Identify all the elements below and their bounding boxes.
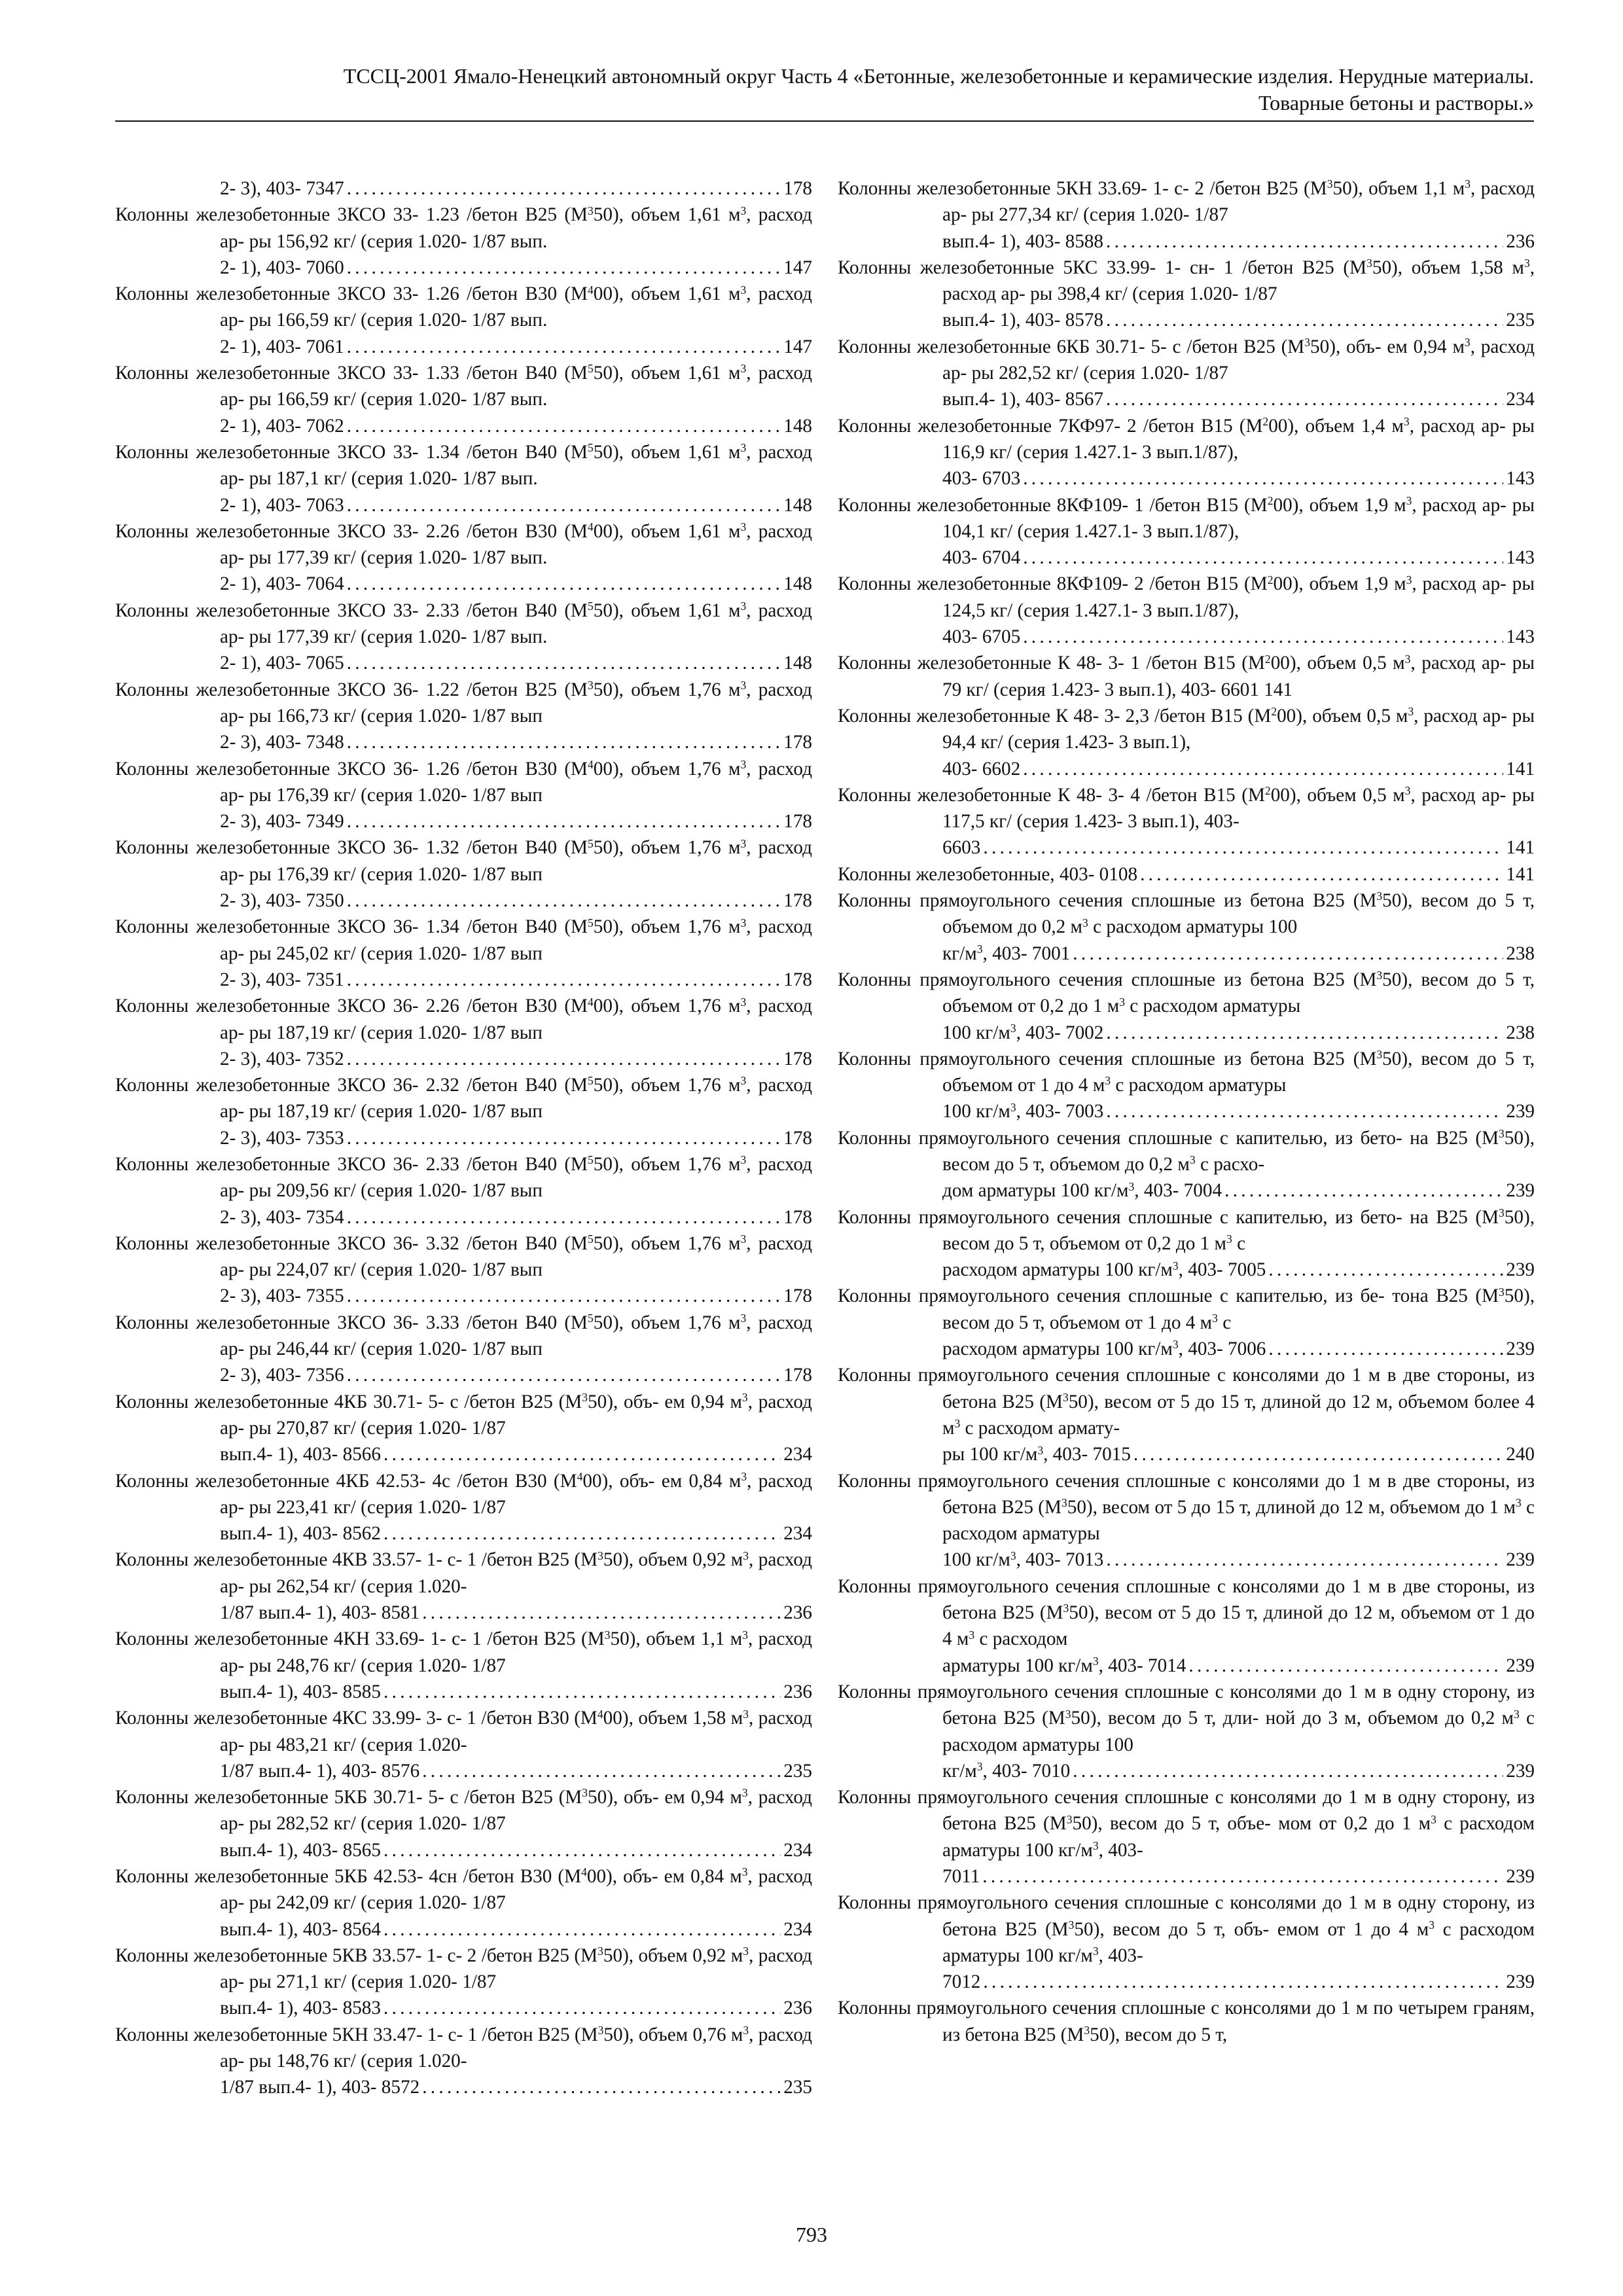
entry-code: вып.4- 1), 403- 8578: [942, 310, 1103, 331]
index-entry: [838, 1468, 1535, 1573]
entry-text: Колонны железобетонные К 48- 3- 2,3 /бетон В15 $(М^200)$, объем 0,5 $м^3$, расход ар- ры 94,4 кг/ (серия 1.423- 3 вып.1),: [838, 705, 1535, 753]
header-line-2: Товарные бетоны и растворы.»: [1258, 91, 1534, 115]
entry-page-ref: 178: [783, 1127, 812, 1149]
index-entry: [838, 703, 1535, 782]
index-entry: [838, 334, 1535, 413]
entry-page-ref: 239: [1506, 1549, 1535, 1571]
entry-text: Колонны прямоугольного сечения сплошные с консолями до 1 м в две стороны, из бетона В25 $(М^350)$, весом от 5 до 15 т, длиной до 12 м, объемом более 4 $м^3$ с расходом армату-: [838, 1365, 1535, 1439]
dot-leader: [1133, 1441, 1503, 1467]
index-entry: [838, 861, 1535, 888]
entry-page-ref: 178: [783, 178, 812, 199]
entry-text: Колонны железобетонные 5КВ 33.57- 1- с- 2 /бетон В25 $(М^350)$, объем 0,92 $м^3$, расход ар- ры 271,1 кг/ (серия 1.020- 1/87: [115, 1945, 812, 1993]
entry-leader-line: [942, 1177, 1535, 1204]
entry-leader-line: [220, 334, 812, 360]
dot-leader: [1268, 1336, 1503, 1362]
entry-page-ref: 240: [1506, 1444, 1535, 1465]
entry-code: 403- 6602: [942, 758, 1021, 780]
entry-code: ры 100 $кг/м^3$, 403- 7015: [942, 1443, 1131, 1465]
dot-leader: [1224, 1177, 1503, 1204]
entry-text: Колонны железобетонные 3КСО 33- 1.26 /бетон В30 $(М^400)$, объем 1,61 $м^3$, расход ар- ры 166,59 кг/ (серия 1.020- 1/87 вып.: [115, 283, 812, 331]
entry-text: Колонны железобетонные К 48- 3- 4 /бетон В15 $(М^200)$, объем 0,5 $м^3$, расход ар- ры 117,5 кг/ (серия 1.423- 3 вып.1), 403-: [838, 784, 1535, 833]
index-entry: [838, 175, 1535, 255]
dot-leader: [347, 1125, 781, 1151]
index-entry: [115, 1230, 812, 1310]
entry-leader-line: [220, 175, 812, 202]
entry-leader-line: [942, 228, 1535, 255]
dot-leader: [383, 1520, 781, 1547]
entry-page-ref: 238: [1506, 942, 1535, 964]
entry-text: Колонны прямоугольного сечения сплошные с консолями до 1 м в две стороны, из бетона В25 $(М^350)$, весом от 5 до 15 т, длиной до 12 м, объемом до 1 $м^3$ с расходом арматуры: [838, 1470, 1535, 1545]
index-entry: [115, 1626, 812, 1705]
entry-text: Колонны прямоугольного сечения сплошные с консолями до 1 м в одну сторону, из бетона В25 $(М^350)$, весом до 5 т, объе- мом от 0,2 до 1 $м^3$ с расходом арматуры 100 $кг/м^3$, 403-: [838, 1787, 1535, 1861]
entry-text: Колонны железобетонные 4КБ 30.71- 5- с /бетон В25 $(М^350)$, объ- ем 0,94 $м^3$, расход ар- ры 270,87 кг/ (серия 1.020- 1/87: [115, 1391, 812, 1439]
dot-leader: [1140, 861, 1503, 888]
dot-leader: [347, 888, 781, 914]
entry-code: 7011: [942, 1866, 980, 1887]
index-entry: [115, 518, 812, 598]
dot-leader: [1023, 624, 1503, 650]
entry-text: Колонны железобетонные 3КСО 33- 1.33 /бетон В40 $(М^550)$, объем 1,61 $м^3$, расход ар- ры 166,59 кг/ (серия 1.020- 1/87 вып.: [115, 362, 812, 410]
dot-leader: [347, 571, 781, 597]
entry-leader-line: [942, 1653, 1535, 1679]
index-entry: [838, 1890, 1535, 1995]
entry-leader-line: [220, 413, 812, 439]
index-entry: [115, 1943, 812, 2022]
entry-page-ref: 239: [1506, 1655, 1535, 1676]
dot-leader: [1188, 1653, 1503, 1679]
entry-leader-line: [220, 1283, 812, 1309]
index-column-left: [115, 175, 812, 2101]
entry-text: Колонны железобетонные 3КСО 36- 3.33 /бетон В40 $(М^550)$, объем 1,76 $м^3$, расход ар- ры 246,44 кг/ (серия 1.020- 1/87 вып: [115, 1312, 812, 1360]
entry-text: Колонны железобетонные 3КСО 36- 3.32 /бетон В40 $(М^550)$, объем 1,76 $м^3$, расход ар- ры 224,07 кг/ (серия 1.020- 1/87 вып: [115, 1232, 812, 1281]
entry-code: вып.4- 1), 403- 8562: [220, 1523, 381, 1545]
dot-leader: [422, 2074, 781, 2100]
entry-page-ref: 178: [783, 1206, 812, 1228]
entry-page-ref: 178: [783, 732, 812, 753]
index-entry: [115, 202, 812, 281]
index-entry: [838, 782, 1535, 861]
entry-code: 2- 3), 403- 7354: [220, 1206, 344, 1228]
entry-leader-line: [942, 1547, 1535, 1573]
dot-leader: [347, 808, 781, 834]
entry-page-ref: 234: [783, 1918, 812, 1940]
entry-text: Колонны железобетонные 3КСО 36- 2.32 /бетон В40 $(М^550)$, объем 1,76 $м^3$, расход ар- ры 187,19 кг/ (серия 1.020- 1/87 вып: [115, 1074, 812, 1122]
entry-code: 100 $кг/м^3$, 403- 7003: [942, 1100, 1104, 1122]
dot-leader: [983, 834, 1503, 861]
entry-page-ref: 143: [1506, 626, 1535, 648]
dot-leader: [1268, 1257, 1503, 1283]
index-entry: [838, 650, 1535, 703]
entry-leader-line: [942, 545, 1535, 571]
entry-code: вып.4- 1), 403- 8583: [220, 1998, 381, 2019]
index-entry: [838, 1283, 1535, 1362]
index-entry: [838, 1125, 1535, 1204]
dot-leader: [347, 1283, 781, 1309]
index-entry: [115, 360, 812, 439]
entry-code: 403- 6703: [942, 468, 1021, 490]
entry-leader-line: [220, 1441, 812, 1467]
entry-leader-line: [942, 1020, 1535, 1046]
entry-page-ref: 148: [783, 573, 812, 595]
entry-text: Колонны железобетонные 3КСО 36- 1.32 /бетон В40 $(М^550)$, объем 1,76 $м^3$, расход ар- ры 176,39 кг/ (серия 1.020- 1/87 вып: [115, 836, 812, 885]
entry-text: Колонны железобетонные 4КВ 33.57- 1- с- 1 /бетон В25 $(М^350)$, объем 0,92 $м^3$, расход ар- ры 262,54 кг/ (серия 1.020-: [115, 1549, 812, 1597]
running-header: [115, 63, 1534, 122]
index-entry: [838, 967, 1535, 1046]
entry-text: Колонны прямоугольного сечения сплошные из бетона В25 $(М^350)$, весом до 5 т, объемом от 1 до 4 $м^3$ с расходом арматуры: [838, 1048, 1535, 1096]
entry-leader-line: [220, 1758, 812, 1784]
entry-code: вып.4- 1), 403- 8588: [942, 230, 1103, 252]
entry-text: Колонны железобетонные 6КБ 30.71- 5- с /бетон В25 $(М^350)$, объ- ем 0,94 $м^3$, расход ар- ры 282,52 кг/ (серия 1.020- 1/87: [838, 336, 1535, 384]
entry-text: Колонны железобетонные 8КФ109- 2 /бетон В15 $(М^200)$, объем 1,9 $м^3$, расход ар- ры 124,5 кг/ (серия 1.427.1- 3 вып.1/87),: [838, 573, 1535, 621]
entry-code: вып.4- 1), 403- 8566: [220, 1444, 381, 1465]
dot-leader: [383, 1679, 781, 1705]
entry-text: Колонны железобетонные 5КБ 30.71- 5- с /бетон В25 $(М^350)$, объ- ем 0,94 $м^3$, расход ар- ры 282,52 кг/ (серия 1.020- 1/87: [115, 1786, 812, 1835]
entry-code: 403- 6705: [942, 626, 1021, 648]
entry-text: Колонны прямоугольного сечения сплошные с консолями до 1 м в одну сторону, из бетона В25 $(М^350)$, весом до 5 т, дли- ной до 3 м, объемом до 0,2 $м^3$ с расходом арматуры 100: [838, 1681, 1535, 1755]
entry-page-ref: 239: [1506, 1760, 1535, 1782]
entry-code: 2- 3), 403- 7349: [220, 811, 344, 833]
entry-page-ref: 178: [783, 1048, 812, 1069]
entry-leader-line: [942, 941, 1535, 967]
entry-code: 100 $кг/м^3$, 403- 7013: [942, 1549, 1104, 1571]
entry-leader-line: [220, 1520, 812, 1547]
entry-code: 100 $кг/м^3$, 403- 7002: [942, 1021, 1104, 1043]
entry-code: вып.4- 1), 403- 8564: [220, 1918, 381, 1940]
entry-code: 2- 3), 403- 7356: [220, 1365, 344, 1386]
entry-page-ref: 234: [1506, 389, 1535, 410]
entry-code: 2- 3), 403- 7351: [220, 969, 344, 990]
entry-text: Колонны железобетонные 3КСО 36- 1.34 /бетон В40 $(М^550)$, объем 1,76 $м^3$, расход ар- ры 245,02 кг/ (серия 1.020- 1/87 вып: [115, 916, 812, 964]
entry-leader-line: [220, 1679, 812, 1705]
entry-code: $кг/м^3$, 403- 7001: [942, 942, 1071, 964]
entry-code: 2- 1), 403- 7062: [220, 415, 344, 437]
dot-leader: [1106, 386, 1503, 412]
entry-text: Колонны прямоугольного сечения сплошные с консолями до 1 м в две стороны, из бетона В25 $(М^350)$, весом от 5 до 15 т, длиной до 12 м, объемом от 1 до 4 $м^3$ с расходом: [838, 1575, 1535, 1650]
dot-leader: [347, 729, 781, 755]
entry-code: 2- 1), 403- 7060: [220, 257, 344, 278]
index-entry: [838, 1204, 1535, 1283]
entry-page-ref: 235: [783, 2077, 812, 2098]
dot-leader: [347, 492, 781, 518]
entry-page-ref: 148: [783, 415, 812, 437]
index-entry: [115, 1547, 812, 1626]
entry-text: Колонны железобетонные 8КФ109- 1 /бетон В15 $(М^200)$, объем 1,9 $м^3$, расход ар- ры 104,1 кг/ (серия 1.427.1- 3 вып.1/87),: [838, 493, 1535, 542]
entry-code: расходом арматуры 100 $кг/м^3$, 403- 7005: [942, 1259, 1266, 1281]
entry-leader-line: [942, 1969, 1535, 1995]
entry-text: Колонны железобетонные 3КСО 33- 2.26 /бетон В30 $(М^400)$, объем 1,61 $м^3$, расход ар- ры 177,39 кг/ (серия 1.020- 1/87 вып.: [115, 520, 812, 569]
entry-text: Колонны железобетонные К 48- 3- 1 /бетон В15 $(М^200)$, объем 0,5 $м^3$, расход ар- ры 79 кг/ (серия 1.423- 3 вып.1), 403- 6601 141: [838, 652, 1535, 700]
entry-code: 1/87 вып.4- 1), 403- 8581: [220, 1602, 420, 1624]
entry-text: Колонны железобетонные 3КСО 33- 2.33 /бетон В40 $(М^550)$, объем 1,61 $м^3$, расход ар- ры 177,39 кг/ (серия 1.020- 1/87 вып.: [115, 600, 812, 648]
entry-leader-line: [220, 1362, 812, 1388]
index-entry: [115, 993, 812, 1072]
dot-leader: [347, 1204, 781, 1230]
entry-code: 2- 3), 403- 7355: [220, 1285, 344, 1307]
entry-code: 2- 1), 403- 7063: [220, 494, 344, 516]
index-entry: [838, 1046, 1535, 1125]
entry-leader-line: [942, 834, 1535, 861]
dot-leader: [422, 1600, 781, 1626]
dot-leader: [383, 1916, 781, 1943]
entry-leader-line: [942, 386, 1535, 412]
index-entry: [115, 281, 812, 360]
entry-leader-line: [220, 2074, 812, 2100]
entry-text: Колонны железобетонные 3КСО 36- 2.33 /бетон В40 $(М^550)$, объем 1,76 $м^3$, расход ар- ры 209,56 кг/ (серия 1.020- 1/87 вып: [115, 1153, 812, 1202]
dot-leader: [347, 334, 781, 360]
index-entry: [115, 1863, 812, 1943]
index-entry: [115, 1784, 812, 1863]
entry-leader-line: [220, 1125, 812, 1151]
entry-leader-line: [942, 1441, 1535, 1467]
dot-leader: [347, 967, 781, 993]
header-line-1: ТССЦ-2001 Ямало-Ненецкий автономный округ Часть 4 «Бетонные, железобетонные и керамические изделия. Нерудные материалы.: [343, 64, 1534, 88]
entry-page-ref: 239: [1506, 1180, 1535, 1202]
entry-text: Колонны прямоугольного сечения сплошные с консолями до 1 м в одну сторону, из бетона В25 $(М^350)$, весом до 5 т, объ- емом от 1 до 4 $м^3$ с расходом арматуры 100 $кг/м^3$, 403-: [838, 1892, 1535, 1966]
dot-leader: [1106, 307, 1503, 333]
entry-code: 403- 6704: [942, 547, 1021, 569]
entry-text: Колонны железобетонные 7КФ97- 2 /бетон В15 $(М^200)$, объем 1,4 $м^3$, расход ар- ры 116,9 кг/ (серия 1.427.1- 3 вып.1/87),: [838, 415, 1535, 463]
entry-page-ref: 234: [783, 1839, 812, 1861]
entry-leader-line: [942, 1257, 1535, 1283]
index-entry: [115, 598, 812, 677]
index-entry: [115, 914, 812, 993]
entry-code: 2- 1), 403- 7065: [220, 653, 344, 674]
entry-leader-line: [220, 808, 812, 834]
dot-leader: [1073, 941, 1503, 967]
entry-page-ref: 235: [1506, 310, 1535, 331]
index-entry: [115, 1072, 812, 1151]
page-number: 793: [796, 2223, 827, 2246]
entry-page-ref: 178: [783, 1285, 812, 1307]
index-entry: [838, 492, 1535, 571]
entry-page-ref: 178: [783, 969, 812, 990]
entry-code: вып.4- 1), 403- 8565: [220, 1839, 381, 1861]
entry-text: Колонны железобетонные 3КСО 36- 1.26 /бетон В30 $(М^400)$, объем 1,76 $м^3$, расход ар- ры 176,39 кг/ (серия 1.020- 1/87 вып: [115, 757, 812, 806]
entry-code: 2- 1), 403- 7064: [220, 573, 344, 595]
entry-code: вып.4- 1), 403- 8567: [942, 389, 1103, 410]
entry-text: Колонны железобетонные 5КН 33.69- 1- с- 2 /бетон В25 $(М^350)$, объем 1,1 $м^3$, расход ар- ры 277,34 кг/ (серия 1.020- 1/87: [838, 177, 1535, 226]
index-entry: [838, 1679, 1535, 1784]
entry-code: Колонны железобетонные, 403- 0108: [838, 863, 1138, 885]
dot-leader: [1106, 1020, 1503, 1046]
index-entry: [838, 413, 1535, 492]
entry-text: Колонны железобетонные 3КСО 33- 1.34 /бетон В40 $(М^550)$, объем 1,61 $м^3$, расход ар- ры 187,1 кг/ (серия 1.020- 1/87 вып.: [115, 441, 812, 490]
entry-text: Колонны железобетонные 5КН 33.47- 1- с- 1 /бетон В25 $(М^350)$, объем 0,76 $м^3$, расход ар- ры 148,76 кг/ (серия 1.020-: [115, 2024, 812, 2072]
entry-code: 2- 3), 403- 7350: [220, 890, 344, 912]
entry-code: 6603: [942, 837, 981, 859]
dot-leader: [1106, 1098, 1503, 1124]
entry-text: Колонны прямоугольного сечения сплошные с капителью, из бето- на В25 $(М^350)$, весом до 5 т, объемом от 0,2 до 1 $м^3$ с: [838, 1206, 1535, 1254]
entry-text: Колонны железобетонные 3КСО 33- 1.23 /бетон В25 $(М^350)$, объем 1,61 $м^3$, расход ар- ры 156,92 кг/ (серия 1.020- 1/87 вып.: [115, 204, 812, 252]
entry-page-ref: 178: [783, 1365, 812, 1386]
dot-leader: [1023, 465, 1503, 492]
index-entry: [838, 255, 1535, 334]
entry-page-ref: 234: [783, 1444, 812, 1465]
index-entry: [838, 1573, 1535, 1679]
index-entry: [115, 756, 812, 835]
entry-text: Колонны железобетонные 5КБ 42.53- 4сн /бетон В30 $(М^400)$, объ- ем 0,84 $м^3$, расход ар- ры 242,09 кг/ (серия 1.020- 1/87: [115, 1865, 813, 1914]
entry-page-ref: 141: [1506, 758, 1535, 780]
dot-leader: [1023, 756, 1503, 782]
index-entry: [838, 1784, 1535, 1890]
entry-code: расходом арматуры 100 $кг/м^3$, 403- 7006: [942, 1338, 1266, 1360]
entry-page-ref: 234: [783, 1523, 812, 1545]
entry-page-ref: 147: [783, 336, 812, 357]
entry-text: Колонны железобетонные 5КС 33.99- 1- сн- 1 /бетон В25 $(М^350)$, объем 1,58 $м^3$, расход ар- ры 398,4 кг/ (серия 1.020- 1/87: [838, 257, 1535, 305]
entry-page-ref: 178: [783, 811, 812, 833]
entry-text: Колонны прямоугольного сечения сплошные с капителью, из бе- тона В25 $(М^350)$, весом до 5 т, объемом от 1 до 4 $м^3$ с: [838, 1285, 1535, 1333]
entry-text: Колонны прямоугольного сечения сплошные из бетона В25 $(М^350)$, весом до 5 т, объемом до 0,2 $м^3$ с расходом арматуры 100: [838, 889, 1535, 938]
entry-code: 2- 1), 403- 7061: [220, 336, 344, 357]
entry-text: Колонны железобетонные 4КС 33.99- 3- с- 1 /бетон В30 $(М^400)$, объем 1,58 $м^3$, расход ар- ры 483,21 кг/ (серия 1.020-: [115, 1707, 813, 1755]
entry-page-ref: 148: [783, 653, 812, 674]
entry-text: Колонны прямоугольного сечения сплошные из бетона В25 $(М^350)$, весом до 5 т, объемом от 0,2 до 1 $м^3$ с расходом арматуры: [838, 969, 1535, 1017]
index-entry: [838, 1362, 1535, 1467]
entry-code: арматуры 100 $кг/м^3$, 403- 7014: [942, 1655, 1186, 1676]
dot-leader: [383, 1441, 781, 1467]
entry-leader-line: [942, 1336, 1535, 1362]
dot-leader: [1106, 228, 1503, 255]
entry-leader-line: [942, 1863, 1535, 1890]
entry-leader-line: [942, 1758, 1535, 1784]
entry-leader-line: [942, 307, 1535, 333]
index-entry: [115, 677, 812, 756]
entry-text: Колонны железобетонные 4КН 33.69- 1- с- 1 /бетон В25 $(М^350)$, объем 1,1 $м^3$, расход ар- ры 248,76 кг/ (серия 1.020- 1/87: [115, 1628, 813, 1676]
entry-leader-line: [942, 624, 1535, 650]
dot-leader: [1073, 1758, 1503, 1784]
index-entry: [115, 2022, 812, 2101]
entry-leader-line: [220, 650, 812, 676]
index-entry: [115, 1705, 812, 1784]
entry-page-ref: 238: [1506, 1022, 1535, 1043]
entry-leader-line: [220, 571, 812, 597]
entry-leader-line: [942, 465, 1535, 492]
entry-page-ref: 236: [783, 1681, 812, 1702]
index-column-right: [838, 175, 1535, 2048]
dot-leader: [983, 1969, 1503, 1995]
entry-leader-line: [942, 756, 1535, 782]
index-entry: [115, 1389, 812, 1468]
entry-code: 7012: [942, 1971, 981, 1993]
entry-leader-line: [220, 1600, 812, 1626]
entry-text: Колонны железобетонные 3КСО 36- 2.26 /бетон В30 $(М^400)$, объем 1,76 $м^3$, расход ар- ры 187,19 кг/ (серия 1.020- 1/87 вып: [115, 995, 812, 1043]
entry-code: вып.4- 1), 403- 8585: [220, 1681, 381, 1702]
entry-leader-line: [220, 967, 812, 993]
dot-leader: [347, 175, 781, 202]
entry-code: дом арматуры 100 $кг/м^3$, 403- 7004: [942, 1179, 1222, 1202]
entry-page-ref: 239: [1506, 1338, 1535, 1360]
index-entry: [115, 439, 812, 518]
entry-leader-line: [220, 1046, 812, 1072]
entry-leader-line: [942, 1098, 1535, 1124]
index-entry: [838, 888, 1535, 967]
entry-page-ref: 143: [1506, 468, 1535, 490]
entry-leader-line: [220, 1837, 812, 1863]
entry-page-ref: 147: [783, 257, 812, 278]
entry-page-ref: 178: [783, 890, 812, 912]
index-entry: [115, 834, 812, 914]
entry-page-ref: 148: [783, 494, 812, 516]
entry-page-ref: 239: [1506, 1259, 1535, 1281]
entry-page-ref: 239: [1506, 1101, 1535, 1122]
entry-code: 2- 3), 403- 7347: [220, 178, 344, 199]
entry-leader-line: [220, 1916, 812, 1943]
entry-text: Колонны прямоугольного сечения сплошные с консолями до 1 м по четырем граням, из бетона В25 $(М^350)$, весом до 5 т,: [838, 1998, 1535, 2045]
entry-page-ref: 236: [783, 1602, 812, 1624]
dot-leader: [347, 650, 781, 676]
entry-leader-line: [838, 861, 1535, 888]
entry-page-ref: 141: [1506, 863, 1535, 885]
index-entry: [838, 1995, 1535, 2048]
dot-leader: [347, 255, 781, 281]
index-entry: [838, 571, 1535, 650]
entry-text: Колонны железобетонные 3КСО 36- 1.22 /бетон В25 $(М^350)$, объем 1,76 $м^3$, расход ар- ры 166,73 кг/ (серия 1.020- 1/87 вып: [115, 679, 812, 726]
dot-leader: [1023, 545, 1503, 571]
dot-leader: [422, 1758, 781, 1784]
index-entry: [115, 1310, 812, 1389]
dot-leader: [383, 1995, 781, 2021]
entry-text: Колонны железобетонные 4КБ 42.53- 4с /бетон В30 $(М^400)$, объ- ем 0,84 $м^3$, расход ар- ры 223,41 кг/ (серия 1.020- 1/87: [115, 1469, 812, 1518]
dot-leader: [347, 1046, 781, 1072]
entry-code: 2- 3), 403- 7352: [220, 1048, 344, 1069]
entry-code: 1/87 вып.4- 1), 403- 8576: [220, 1760, 420, 1782]
entry-leader-line: [220, 1995, 812, 2021]
entry-code: 2- 3), 403- 7353: [220, 1127, 344, 1149]
entry-text: Колонны прямоугольного сечения сплошные с капителью, из бето- на В25 $(М^350)$, весом до 5 т, объемом до 0,2 $м^3$ с расхо-: [838, 1127, 1535, 1175]
entry-code: 1/87 вып.4- 1), 403- 8572: [220, 2077, 420, 2098]
entry-code: 2- 3), 403- 7348: [220, 732, 344, 753]
entry-leader-line: [220, 729, 812, 755]
index-entry: [115, 175, 812, 202]
entry-leader-line: [220, 1204, 812, 1230]
dot-leader: [347, 1362, 781, 1388]
entry-page-ref: 236: [1506, 230, 1535, 252]
dot-leader: [347, 413, 781, 439]
entry-leader-line: [220, 888, 812, 914]
entry-page-ref: 143: [1506, 547, 1535, 569]
entry-page-ref: 239: [1506, 1971, 1535, 1993]
entry-page-ref: 141: [1506, 837, 1535, 859]
entry-leader-line: [220, 255, 812, 281]
entry-page-ref: 236: [783, 1998, 812, 2019]
dot-leader: [982, 1863, 1503, 1890]
dot-leader: [383, 1837, 781, 1863]
index-entry: [115, 1468, 812, 1547]
entry-code: $кг/м^3$, 403- 7010: [942, 1760, 1071, 1782]
entry-page-ref: 239: [1506, 1866, 1535, 1887]
index-entry: [115, 1151, 812, 1230]
entry-leader-line: [220, 492, 812, 518]
dot-leader: [1106, 1547, 1503, 1573]
entry-page-ref: 235: [783, 1760, 812, 1782]
